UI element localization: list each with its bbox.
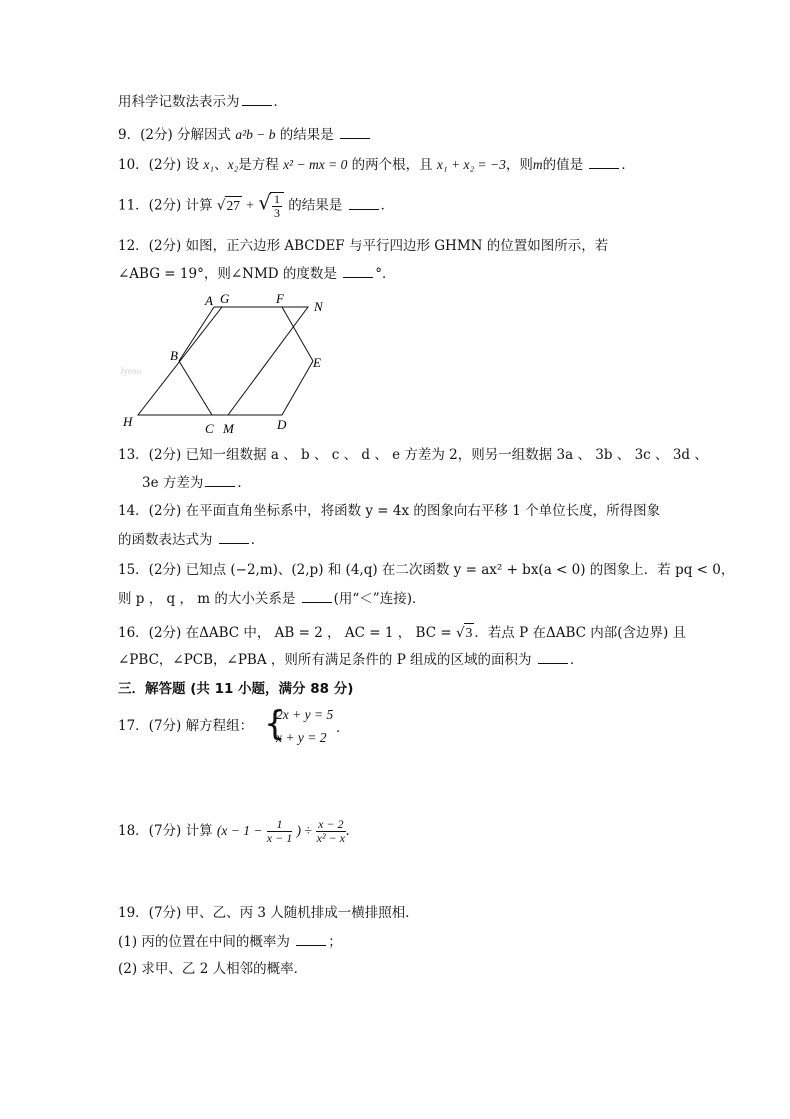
q18-fraction-2 — [316, 818, 345, 845]
q11-denominator: 3 — [273, 206, 280, 220]
q10-m: m — [532, 157, 543, 172]
question-19-sub1: (1) 丙的位置在中间的概率为 ； — [118, 934, 342, 950]
label-A: A — [205, 293, 213, 308]
answer-blank — [589, 156, 619, 169]
q16-radicand: 3 — [465, 625, 473, 640]
q8-tail-text: 用科学记数法表示为 — [118, 94, 240, 110]
question-15-line2 — [118, 590, 425, 608]
question-12-line1 — [118, 237, 608, 255]
q10-tail: 的值是 — [542, 157, 584, 173]
q11-numerator: 1 — [273, 192, 280, 206]
q12-text-3: °． — [375, 266, 396, 282]
answer-blank — [296, 933, 326, 946]
answer-blank — [538, 651, 568, 664]
q10-sep: 、 — [214, 157, 228, 173]
q12-text-2: ∠ABG = 19°，则∠NMD 的度数是 — [118, 266, 337, 282]
question-18: 18．(7分) 计算 (x − 1 − $\frac{1}{x - 1}$ ) ÷ $\frac{x - 2}{\text{x² − x}}$ ． — [118, 817, 360, 845]
label-B: B — [170, 348, 178, 363]
question-13-line2: 3e 方差为 ． — [142, 475, 251, 491]
q19-text-1: 19．(7分) 甲、乙、丙 3 人随机排成一横排照相． — [118, 905, 419, 921]
answer-blank — [343, 265, 373, 278]
q10-head: 10．(2分) 设 — [118, 157, 200, 173]
q14-text-1: 14．(2分) 在平面直角坐标系中，将函数 y = 4x 的图象向右平移 1 个单位长度，所得图象 — [118, 503, 661, 519]
hexagon-parallelogram-figure — [110, 288, 340, 438]
sqrt-symbol: √ — [455, 625, 465, 641]
parallelogram — [138, 307, 308, 415]
q11-fraction — [270, 192, 284, 220]
question-9 — [118, 126, 372, 144]
label-G: G — [220, 291, 230, 306]
question-14-line2: 的函数表达式为 ． — [118, 532, 265, 548]
answer-blank — [205, 474, 235, 487]
question-11: 11．(2分) 计算 √27 + √ $\frac{1}{3}$ 的结果是 ． — [118, 190, 395, 220]
q19-sub-2: (2) 求甲、乙 2 人相邻的概率． — [118, 961, 308, 977]
q17-equation-2: x + y = 2 — [276, 730, 327, 745]
q9-expression: a²b − b — [235, 127, 276, 142]
answer-blank — [340, 126, 370, 139]
question-16-line1 — [118, 623, 686, 642]
q12-text-1: 12．(2分) 如图，正六边形 ABCDEF 与平行四边形 GHMN 的位置如图所示，若 — [118, 238, 609, 254]
question-13-line1 — [118, 446, 708, 464]
label-C: C — [205, 421, 214, 436]
q18-num-2: x − 2 — [318, 817, 344, 831]
label-M: M — [223, 421, 234, 436]
q10-mid3: ，则 — [505, 157, 533, 173]
q17-equation-1: 2x + y = 5 — [276, 707, 334, 722]
q10-sum: x₁ + x₂ = −3 — [436, 157, 506, 172]
label-F: F — [276, 291, 284, 306]
q10-mid: 是方程 — [238, 157, 279, 173]
q10-mid2: 的两个根，且 — [351, 157, 433, 173]
q16-text-1: 16．(2分) 在ΔABC 中， AB = 2 ， AC = 1 ， BC = — [118, 625, 456, 641]
q15-text-2: 则 p ， q ， m 的大小关系是 — [118, 591, 296, 607]
q11-radicand: 27 — [226, 197, 240, 213]
q9-head: 9．(2分) 分解因式 — [118, 127, 232, 143]
q18-num-1: 1 — [267, 818, 292, 832]
continuation-line: 用科学记数法表示为 ． — [118, 94, 287, 110]
q14-text-2: 的函数表达式为 — [118, 532, 213, 548]
q13-text-1: 13．(2分) 已知一组数据 a 、 b 、 c 、 d 、 e 方差为 2，则另一组数据 3a 、 3b 、 3c 、 3d 、 — [118, 447, 708, 463]
q9-tail: 的结果是 — [279, 127, 334, 143]
section-heading: 三．解答题 (共 11 小题，满分 88 分) — [118, 681, 354, 697]
label-N: N — [314, 299, 323, 314]
q17-head: 17．(7分) 解方程组： — [118, 718, 254, 734]
q18-den-2: x² − x — [316, 831, 345, 845]
label-D: D — [277, 417, 287, 432]
question-19-line1 — [118, 904, 419, 922]
q18-head: 18．(7分) 计算 — [118, 823, 213, 839]
q19-sub-1: (1) 丙的位置在中间的概率为 — [118, 934, 290, 950]
watermark: Jyeoo — [120, 366, 141, 376]
q11-tail: 的结果是 — [288, 197, 343, 214]
q18-den-1: x − 1 — [266, 831, 293, 845]
answer-blank — [242, 93, 272, 106]
q16-text-3: ∠PBC，∠PCB，∠PBA ，则所有满足条件的 P 组成的区域的面积为 — [118, 652, 532, 668]
q11-plus: + — [246, 197, 254, 213]
label-H: H — [123, 414, 133, 429]
q10-x1: x₁ — [203, 157, 215, 172]
hexagon — [179, 307, 313, 415]
q10-equation: x² − mx = 0 — [283, 157, 348, 172]
question-19-sub2 — [118, 960, 307, 978]
q17-period: ． — [336, 720, 350, 736]
q15-text-1: 15．(2分) 已知点 (−2,m)、(2,p) 和 (4,q) 在二次函数 y = ax² + bx(a < 0) 的图象上．若 pq < 0， — [118, 562, 735, 578]
q13-text-2: 3e 方差为 — [142, 475, 204, 491]
q18-part-1: (x − 1 − — [216, 823, 263, 838]
label-E: E — [313, 355, 321, 370]
sqrt-symbol: √ — [216, 197, 226, 214]
q16-text-2: ．若点 P 在ΔABC 内部(含边界) 且 — [474, 625, 687, 641]
q10-x2: x₂ — [227, 157, 239, 172]
answer-blank — [219, 531, 249, 544]
q11-head: 11．(2分) 计算 — [118, 197, 213, 214]
question-14-line1 — [118, 502, 660, 520]
question-15-line1 — [118, 561, 734, 579]
sqrt-symbol: √ — [258, 190, 271, 215]
answer-blank — [349, 197, 379, 210]
q15-text-3: (用“＜”连接)． — [333, 591, 426, 607]
question-16-line2: ∠PBC，∠PCB，∠PBA ，则所有满足条件的 P 组成的区域的面积为 ． — [118, 652, 584, 668]
question-12-line2 — [118, 265, 395, 283]
question-10: 10．(2分) 设 x₁、x₂是方程 x² − mx = 0 的两个根，且 x₁ + x₂ = −3，则m的值是 ． — [118, 157, 635, 173]
q18-part-2: ) ÷ — [296, 823, 312, 838]
question-17 — [118, 717, 253, 735]
answer-blank — [302, 590, 332, 603]
q18-fraction-1 — [267, 818, 292, 845]
system-brace: { — [264, 704, 286, 744]
